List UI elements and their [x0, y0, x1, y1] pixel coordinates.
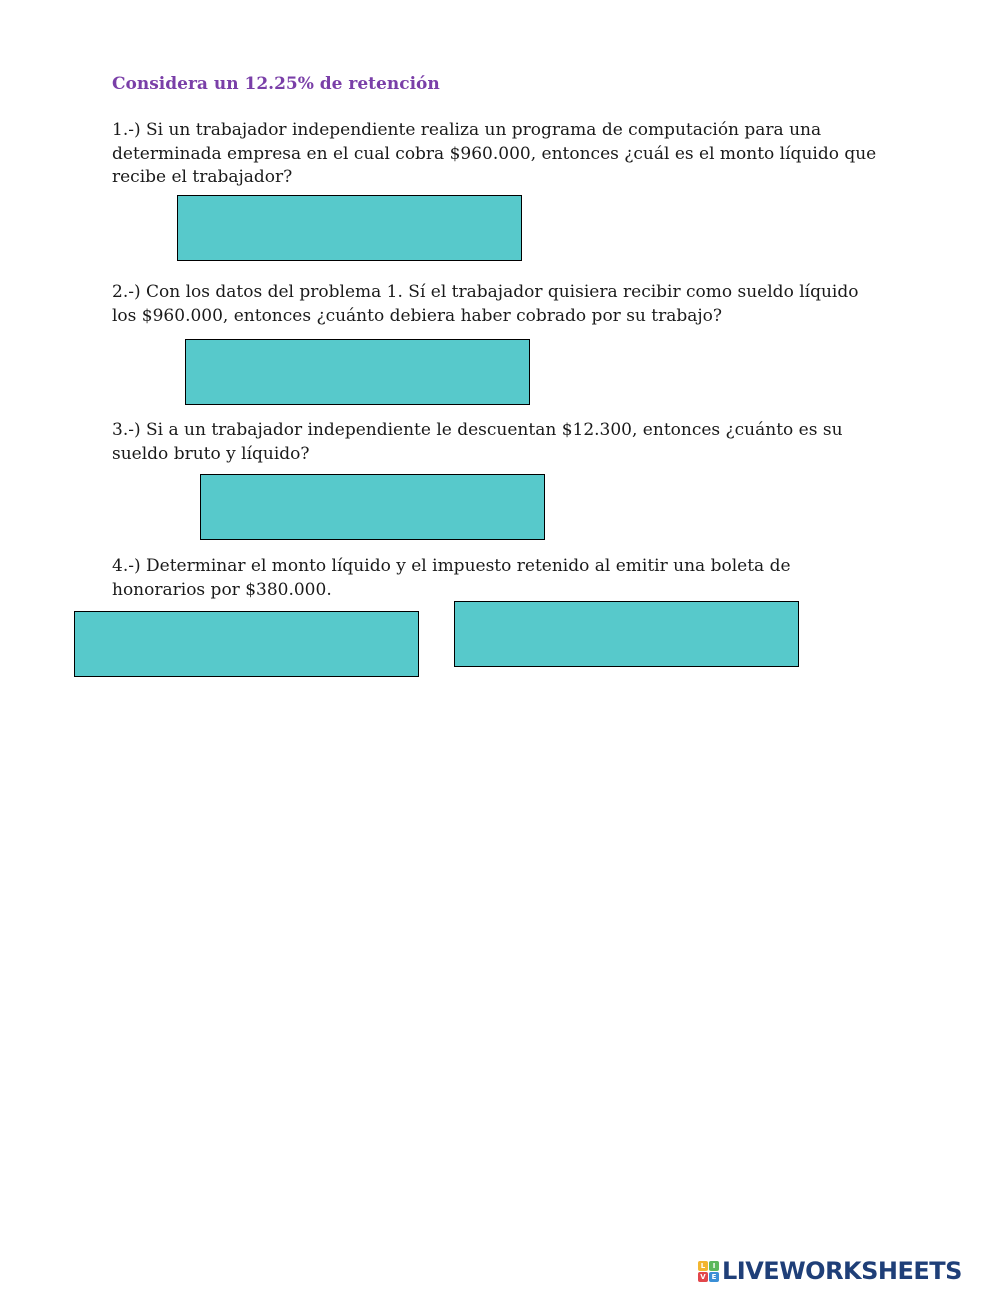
logo-text: LIVEWORKSHEETS [722, 1257, 962, 1285]
question-4-text: 4.-) Determinar el monto líquido y el impuesto retenido al emitir una boleta de honorarios por $380.000. [112, 556, 791, 600]
answer-box-4-liquid-amount[interactable] [74, 611, 419, 677]
answer-box-3[interactable] [200, 474, 545, 540]
logo-icon-letter: L [698, 1261, 708, 1271]
liveworksheets-logo-icon [698, 1261, 719, 1282]
question-3-text: 3.-) Si a un trabajador independiente le descuentan $12.300, entonces ¿cuánto es su sueldo bruto y líquido? [112, 420, 843, 464]
answer-box-4-retained-tax[interactable] [454, 601, 799, 667]
question-2-text: 2.-) Con los datos del problema 1. Sí el trabajador quisiera recibir como sueldo líquido los $960.000, entonces ¿cuánto debiera haber cobrado por su trabajo? [112, 282, 859, 326]
worksheet-heading: Considera un 12.25% de retención [112, 74, 440, 94]
logo-icon-letter: V [698, 1272, 708, 1282]
answer-box-1[interactable] [177, 195, 522, 261]
answer-box-2[interactable] [185, 339, 530, 405]
logo-icon-letter: E [709, 1272, 719, 1282]
question-1-text: 1.-) Si un trabajador independiente realiza un programa de computación para una determinada empresa en el cual cobra $960.000, entonces ¿cuál es el monto líquido que recibe el trabajador? [112, 120, 877, 187]
logo-icon-letter: I [709, 1261, 719, 1271]
liveworksheets-logo [698, 1257, 962, 1285]
